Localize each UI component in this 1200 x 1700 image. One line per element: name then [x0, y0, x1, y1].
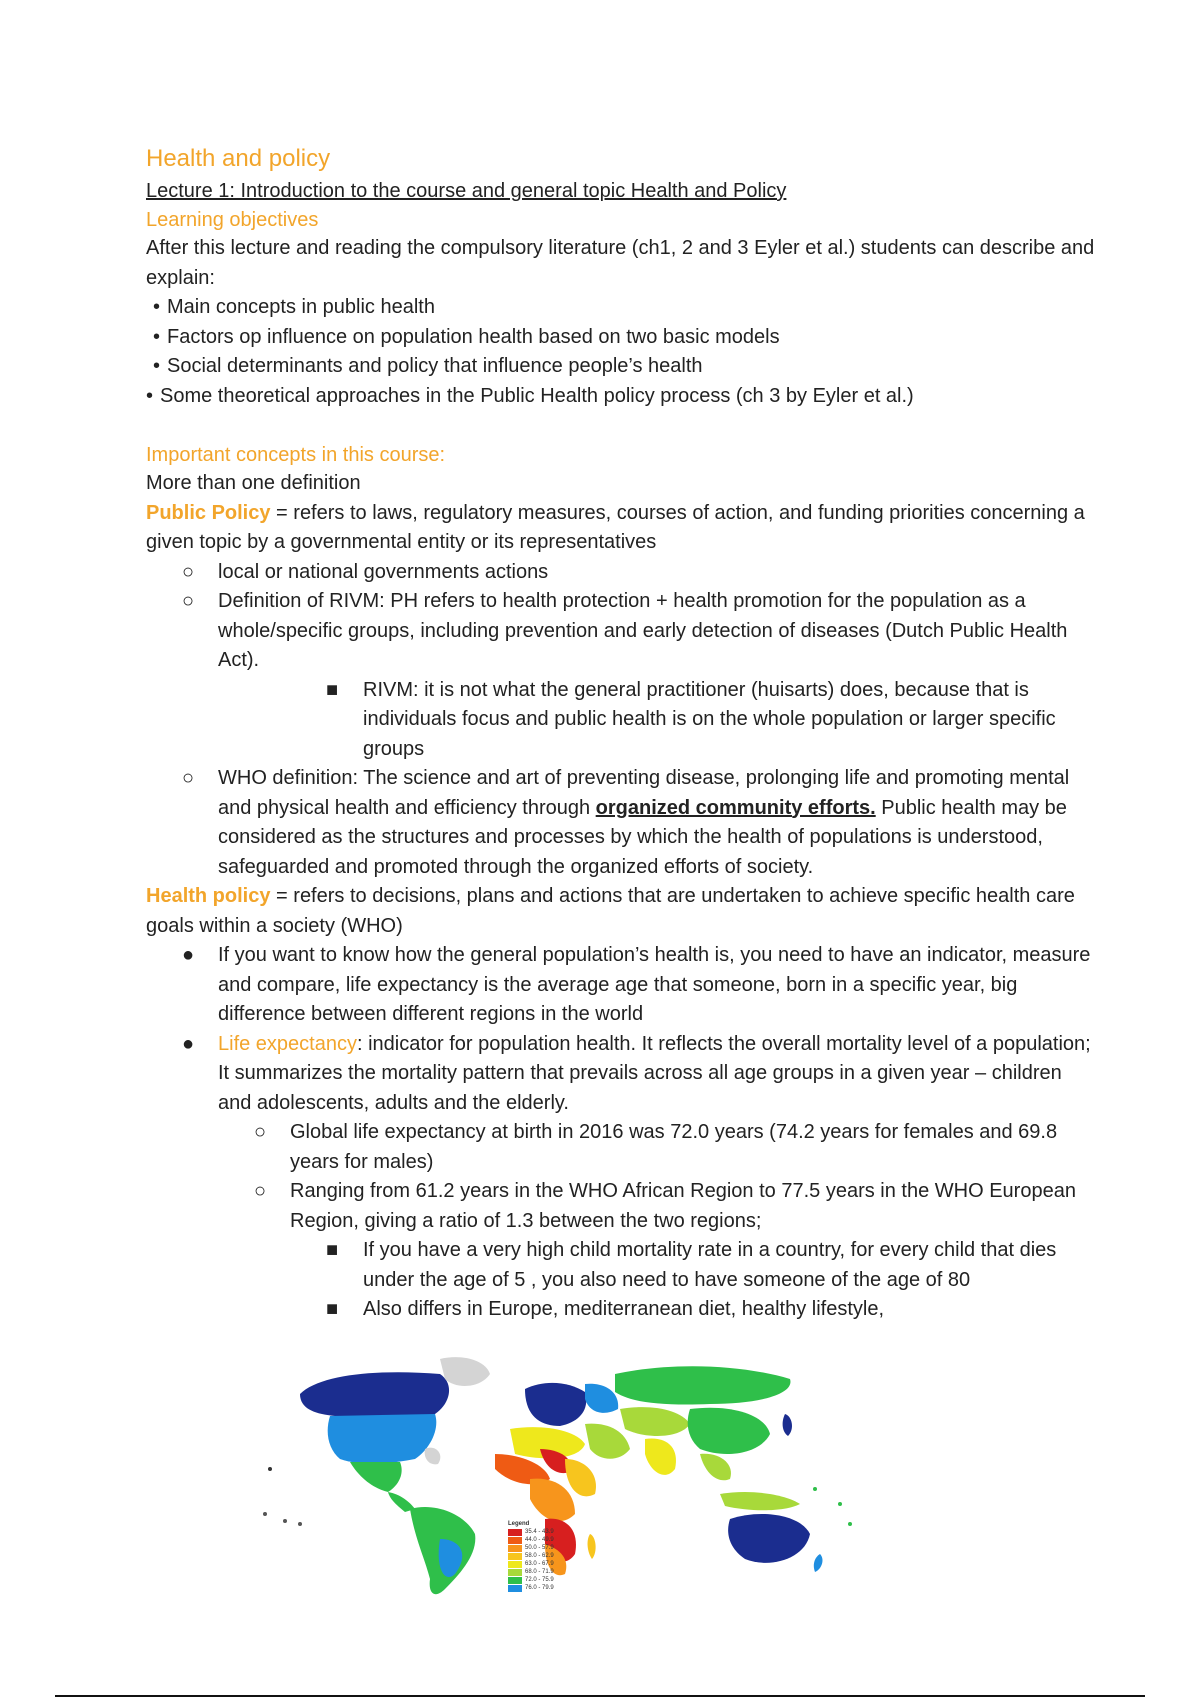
list-item: ● Life expectancy: indicator for population health. It reflects the overall mortality level of a population; It summarizes the mortality pattern that prevails across all age groups in a given year – children and adolescents, adults and the elderly. — [182, 1032, 1091, 1114]
map-region-cuba — [425, 1448, 441, 1465]
map-region-indonesia — [720, 1492, 800, 1510]
map-island-dot — [298, 1522, 302, 1526]
list-item: ■ Also differs in Europe, mediterranean diet, healthy lifestyle, — [326, 1298, 885, 1320]
legend-label: 58.0 - 62.9 — [525, 1553, 554, 1559]
life-expectancy-term: Life expectancy — [218, 1032, 357, 1055]
list-item: ○ local or national governments actions — [182, 560, 549, 583]
map-region-australia — [728, 1514, 810, 1563]
map-island-dot — [813, 1487, 817, 1491]
map-region-russia — [615, 1366, 790, 1404]
health-policy-definition: Health policy = refers to decisions, plans and actions that are undertaken to achieve specific health care goals within a society (WHO) — [146, 885, 1075, 937]
page-title: Health and policy — [146, 145, 331, 172]
legend-item — [508, 1584, 588, 1592]
map-region-middle-east — [585, 1424, 630, 1459]
map-region-eastern-europe — [585, 1384, 618, 1413]
legend-label: 50.0 - 57.9 — [525, 1545, 554, 1551]
legend-label: 76.0 - 79.9 — [525, 1585, 554, 1591]
legend-label: 63.0 - 67.9 — [525, 1561, 554, 1567]
map-island-dot — [848, 1522, 852, 1526]
legend-swatch — [508, 1553, 522, 1560]
legend-title: Legend — [508, 1521, 530, 1527]
who-definition: ○ WHO definition: The science and art of preventing disease, prolonging life and promoting mental and physical health and efficiency through organized community efforts. Public health may be considered as the structures and processes by which the health of populations is understood, safeguarded and promoted through the organized efforts of society. — [182, 767, 1070, 878]
document-page — [146, 142, 1096, 1325]
map-region-japan — [783, 1414, 792, 1436]
list-item: ■ If you have a very high child mortality rate in a country, for every child that dies under the age of 5 , you also need to have someone of the age of 80 — [326, 1239, 1057, 1291]
map-region-central-asia — [620, 1407, 690, 1436]
objective-item: • Some theoretical approaches in the Public Health policy process (ch 3 by Eyler et al.) — [146, 384, 914, 407]
concepts-heading: Important concepts in this course: — [146, 444, 446, 466]
map-region-china — [688, 1408, 770, 1454]
map-region-greenland — [440, 1357, 490, 1386]
map-region-usa — [328, 1414, 437, 1464]
lecture-heading: Lecture 1: Introduction to the course and general topic Health and Policy — [146, 180, 787, 202]
list-item: ■ RIVM: it is not what the general practitioner (huisarts) does, because that is individuals focus and public health is on the whole population or larger specific groups — [326, 678, 1056, 760]
health-policy-term: Health policy — [146, 885, 271, 907]
map-region-india — [645, 1438, 676, 1474]
legend-label: 72.0 - 75.9 — [525, 1577, 554, 1583]
legend-label: 44.0 - 49.9 — [525, 1537, 554, 1543]
emphasis-text: organized community efforts. — [595, 796, 876, 819]
map-island-dot — [283, 1519, 287, 1523]
life-expectancy-world-map — [240, 1354, 900, 1604]
objective-item: • Social determinants and policy that influence people’s health — [153, 355, 703, 377]
objective-item: • Factors op influence on population health based on two basic models — [153, 325, 780, 348]
map-island-dot — [263, 1512, 267, 1516]
list-item: ● If you want to know how the general population’s health is, you need to have an indicator, measure and compare, life expectancy is the average age that someone, born in a specific year, big difference between different regions in the world — [182, 944, 1091, 1025]
legend-item — [508, 1536, 588, 1544]
legend-swatch — [508, 1585, 522, 1592]
legend-item — [508, 1576, 588, 1584]
objectives-intro: After this lecture and reading the compulsory literature (ch1, 2 and 3 Eyler et al.) students can describe and explain: — [146, 237, 1095, 289]
legend-swatch — [508, 1561, 522, 1568]
legend-item — [508, 1560, 588, 1568]
list-item: ○ Global life expectancy at birth in 2016 was 72.0 years (74.2 years for females and 69.8 years for males) — [254, 1121, 1058, 1173]
public-policy-definition: Public Policy = refers to laws, regulatory measures, courses of action, and funding priorities concerning a given topic by a governmental entity or its representatives — [146, 501, 1085, 553]
map-region-new-zealand — [814, 1554, 823, 1572]
public-policy-term: Public Policy — [146, 501, 271, 524]
map-region-canada — [300, 1372, 449, 1419]
map-region-central-africa — [530, 1479, 575, 1522]
map-region-madagascar — [588, 1534, 596, 1559]
legend-label: 35.4 - 43.9 — [525, 1529, 554, 1535]
list-item: ○ Ranging from 61.2 years in the WHO African Region to 77.5 years in the WHO European Region, giving a ratio of 1.3 between the two regions; — [254, 1180, 1076, 1232]
concepts-note: More than one definition — [146, 472, 361, 494]
map-region-mexico — [350, 1462, 402, 1492]
map-region-east-africa — [565, 1459, 596, 1496]
legend-swatch — [508, 1545, 522, 1552]
legend-swatch — [508, 1537, 522, 1544]
map-legend — [508, 1520, 588, 1592]
list-item: ○ Definition of RIVM: PH refers to health protection + health promotion for the population as a whole/specific groups, including prevention and early detection of diseases (Dutch Public Health Act). — [182, 590, 1068, 671]
page-footer-rule — [55, 1695, 1145, 1697]
objective-item: • Main concepts in public health — [153, 296, 435, 318]
map-region-southeast-asia — [700, 1454, 731, 1480]
map-region-europe — [525, 1383, 586, 1426]
legend-swatch — [508, 1577, 522, 1584]
legend-item — [508, 1544, 588, 1552]
legend-label: 68.0 - 71.9 — [525, 1569, 554, 1575]
map-island-dot — [838, 1502, 842, 1506]
map-island-dot — [268, 1467, 272, 1471]
legend-swatch — [508, 1529, 522, 1536]
legend-item — [508, 1568, 588, 1576]
legend-item — [508, 1528, 588, 1536]
objectives-heading: Learning objectives — [146, 209, 319, 231]
legend-swatch — [508, 1569, 522, 1576]
legend-item — [508, 1552, 588, 1560]
